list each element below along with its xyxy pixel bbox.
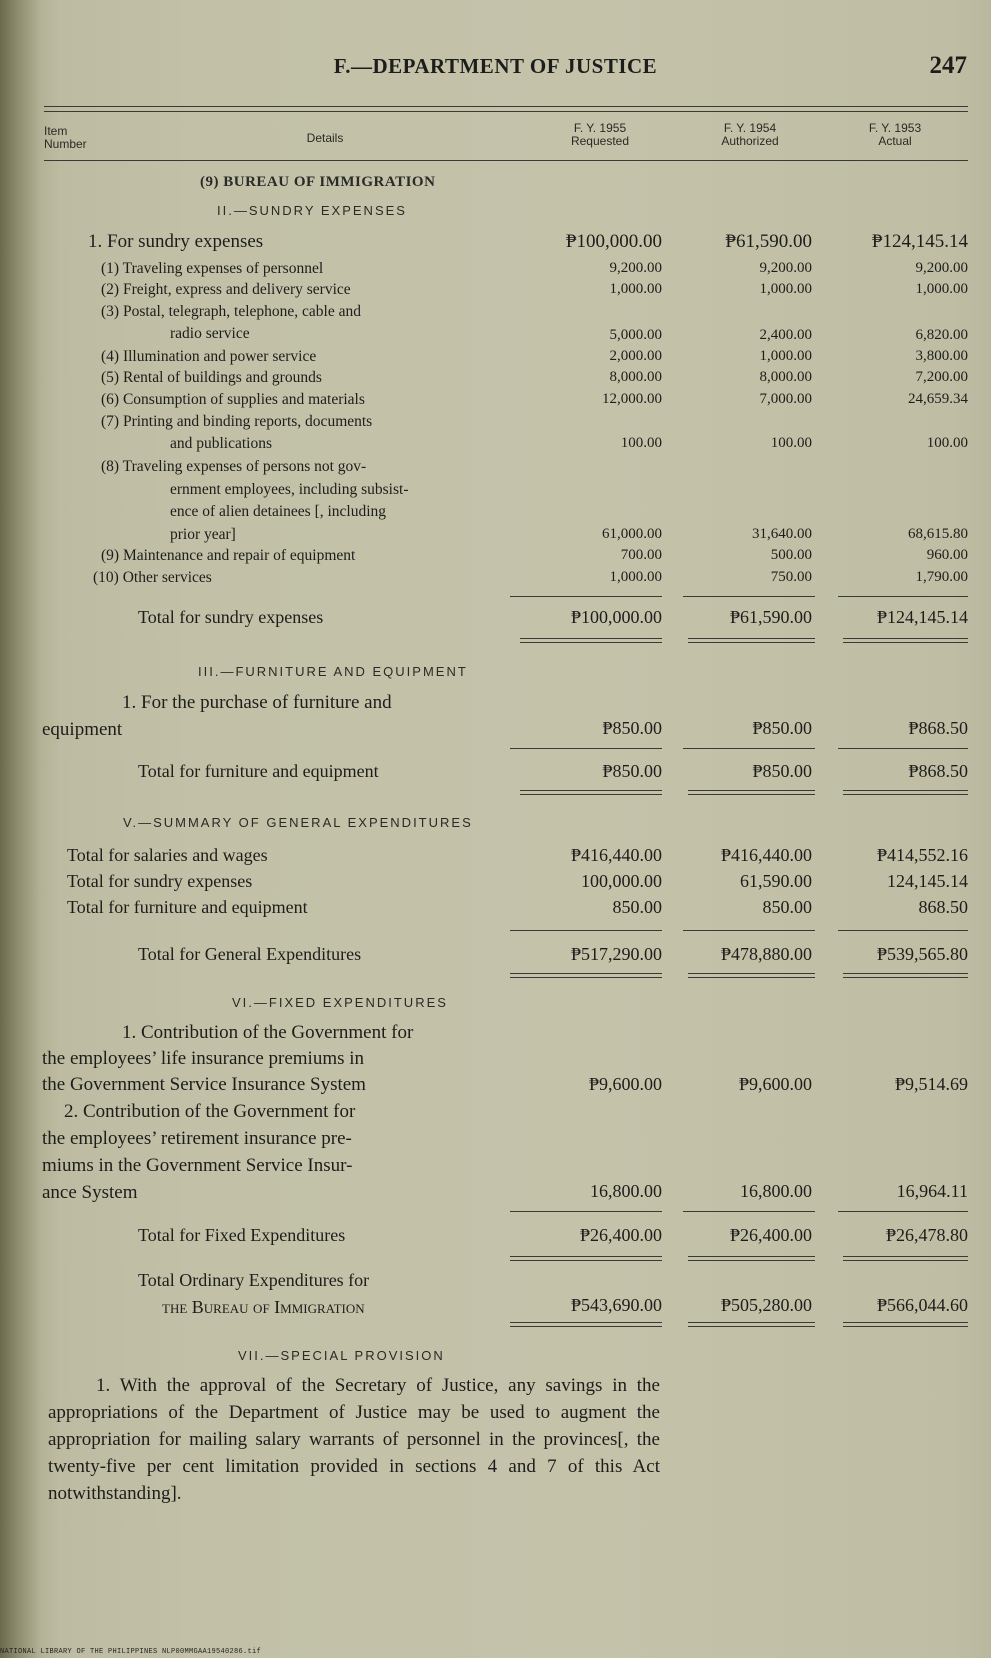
furniture-item-label-cont: equipment	[42, 719, 123, 740]
header-rule-top-2	[44, 111, 968, 112]
ordinary-total-1955: ₱543,690.00	[570, 1295, 662, 1315]
ordinary-total-1954: ₱505,280.00	[720, 1295, 812, 1315]
double-rule	[520, 638, 662, 643]
double-rule	[843, 973, 968, 978]
sundry-item-1954: 1,000.00	[759, 348, 812, 364]
fixed-item2-line: ance System	[42, 1182, 138, 1203]
double-rule	[688, 1322, 815, 1327]
sundry-item-label: (3) Postal, telegraph, telephone, cable and	[101, 303, 361, 320]
sundry-item-label: (1) Traveling expenses of personnel	[101, 260, 324, 277]
fixed-item2-line: the employees’ retirement insurance pre-	[42, 1128, 352, 1149]
col-item-number: Item Number	[44, 124, 87, 151]
rule	[510, 596, 662, 597]
fixed-item2-1953: 16,964.11	[896, 1181, 968, 1201]
sundry-item-label: (6) Consumption of supplies and materials	[101, 391, 365, 408]
double-rule	[843, 790, 968, 795]
ordinary-total-1953: ₱566,044.60	[876, 1295, 968, 1315]
furniture-item-label: 1. For the purchase of furniture and	[122, 692, 392, 713]
section-special-provision: VII.—SPECIAL PROVISION	[238, 1348, 445, 1363]
fixed-item2-line: miums in the Government Service Insur-	[42, 1155, 353, 1176]
sundry-item-1954: 9,200.00	[759, 260, 812, 276]
sundry-item-1953: 100.00	[926, 435, 968, 451]
sundry-total-label: Total for sundry expenses	[138, 607, 324, 627]
fixed-item2-1954: 16,800.00	[740, 1181, 812, 1201]
fixed-item1-line: the Government Service Insurance System	[42, 1074, 366, 1095]
sundry-item-label-cont: ence of alien detainees [, including	[170, 503, 387, 520]
double-rule	[688, 973, 815, 978]
double-rule	[843, 1256, 968, 1261]
fixed-item2-line: 2. Contribution of the Government for	[64, 1101, 356, 1122]
summary-row-1953: 124,145.14	[887, 871, 968, 891]
rule	[510, 930, 662, 931]
summary-row-label: Total for furniture and equipment	[67, 897, 308, 917]
sundry-main-1955: ₱100,000.00	[565, 231, 662, 252]
double-rule	[688, 790, 815, 795]
ordinary-total-label-cont: the Bureau of Immigration	[162, 1297, 365, 1317]
scan-footer: NATIONAL LIBRARY OF THE PHILIPPINES NLP00MMGAA19540286.tif	[0, 1648, 262, 1656]
sundry-item-1955: 12,000.00	[602, 391, 662, 407]
sundry-item-1955: 2,000.00	[609, 348, 662, 364]
fixed-total-1954: ₱26,400.00	[729, 1225, 812, 1245]
sundry-item-1954: 500.00	[770, 547, 812, 563]
sundry-item-label: (10) Other services	[93, 569, 212, 586]
sundry-item-1954: 2,400.00	[759, 327, 812, 343]
section-fixed: VI.—FIXED EXPENDITURES	[232, 995, 448, 1010]
fixed-total-label: Total for Fixed Expenditures	[138, 1225, 346, 1245]
sundry-item-label-cont: prior year]	[170, 526, 236, 543]
ordinary-total-label: Total Ordinary Expenditures for	[138, 1270, 370, 1290]
double-rule	[510, 973, 662, 978]
double-rule	[510, 1322, 662, 1327]
col-details: Details	[306, 131, 344, 145]
sundry-item-label: (5) Rental of buildings and grounds	[101, 369, 322, 386]
summary-row-1954: 850.00	[762, 897, 812, 917]
sundry-total-1954: ₱61,590.00	[729, 607, 812, 627]
double-rule	[510, 1256, 662, 1261]
sundry-item-1955: 1,000.00	[609, 569, 662, 585]
summary-row-1954: 61,590.00	[740, 871, 812, 891]
section-furniture: III.—FURNITURE AND EQUIPMENT	[198, 664, 468, 679]
summary-total-1953: ₱539,565.80	[876, 944, 968, 964]
furniture-item-1955: ₱850.00	[602, 718, 662, 738]
sundry-item-1954: 1,000.00	[759, 281, 812, 297]
sundry-item-1955: 61,000.00	[602, 526, 662, 542]
sundry-item-label: (2) Freight, express and delivery service	[101, 281, 351, 298]
sundry-item-1953: 1,000.00	[915, 281, 968, 297]
col-fy1955: F. Y. 1955 Requested	[570, 121, 630, 148]
page-title: F.—DEPARTMENT OF JUSTICE	[333, 54, 658, 78]
fixed-item2-1955: 16,800.00	[590, 1181, 662, 1201]
rule	[683, 1211, 815, 1212]
sundry-item-1953: 24,659.34	[908, 391, 968, 407]
summary-row-1953: 868.50	[918, 897, 968, 917]
summary-row-1955: 100,000.00	[581, 871, 662, 891]
summary-total-1954: ₱478,880.00	[720, 944, 812, 964]
fixed-item1-1953: ₱9,514.69	[894, 1074, 968, 1094]
sundry-item-label: (8) Traveling expenses of persons not gov-	[101, 458, 367, 475]
sundry-item-1953: 7,200.00	[915, 369, 968, 385]
sundry-item-1954: 8,000.00	[759, 369, 812, 385]
sundry-item-1954: 750.00	[770, 569, 812, 585]
summary-row-label: Total for sundry expenses	[67, 871, 253, 891]
furniture-total-1954: ₱850.00	[752, 761, 812, 781]
sundry-item-1954: 31,640.00	[752, 526, 812, 542]
sundry-item-label-cont: radio service	[170, 325, 250, 342]
sundry-item-1955: 9,200.00	[609, 260, 662, 276]
rule	[838, 748, 968, 749]
header-rule-top	[44, 106, 968, 107]
double-rule	[843, 1322, 968, 1327]
summary-row-1954: ₱416,440.00	[720, 845, 812, 865]
sundry-item-1955: 100.00	[620, 435, 662, 451]
double-rule	[520, 790, 662, 795]
rule	[838, 1211, 968, 1212]
sundry-item-1955: 700.00	[620, 547, 662, 563]
rule	[838, 596, 968, 597]
double-rule	[688, 1256, 815, 1261]
section-sundry: II.—SUNDRY EXPENSES	[217, 203, 407, 218]
fixed-item1-1954: ₱9,600.00	[738, 1074, 812, 1094]
sundry-item-1953: 6,820.00	[915, 327, 968, 343]
sundry-item-1953: 9,200.00	[915, 260, 968, 276]
col-fy1954: F. Y. 1954 Authorized	[721, 121, 779, 148]
sundry-item-label: (4) Illumination and power service	[101, 348, 317, 365]
summary-row-label: Total for salaries and wages	[67, 845, 268, 865]
fixed-total-1955: ₱26,400.00	[579, 1225, 662, 1245]
rule	[510, 748, 662, 749]
sundry-item-1953: 1,790.00	[915, 569, 968, 585]
rule	[683, 596, 815, 597]
rule	[510, 1211, 662, 1212]
summary-row-1953: ₱414,552.16	[876, 845, 968, 865]
section-summary: V.—SUMMARY OF GENERAL EXPENDITURES	[123, 815, 473, 830]
fixed-total-1953: ₱26,478.80	[885, 1225, 968, 1245]
bureau-title: (9) BUREAU OF IMMIGRATION	[200, 174, 436, 190]
special-provision-text: 1. With the approval of the Secretary of Justice, any savings in the appropriations of the Department of Justice may be used to augment the appropriation for mailing salary warrants of personnel in the provinces[, the twenty-five per cent limitation provided in sections 4 and 7 of this Act notwithstanding].	[48, 1375, 660, 1504]
furniture-total-1953: ₱868.50	[908, 761, 968, 781]
fixed-item1-1955: ₱9,600.00	[588, 1074, 662, 1094]
sundry-item-1955: 1,000.00	[609, 281, 662, 297]
sundry-item-1955: 8,000.00	[609, 369, 662, 385]
rule	[683, 930, 815, 931]
sundry-total-1955: ₱100,000.00	[570, 607, 662, 627]
sundry-item-label-cont: ernment employees, including subsist-	[170, 481, 409, 498]
sundry-main-1954: ₱61,590.00	[725, 231, 812, 252]
sundry-item-1954: 100.00	[770, 435, 812, 451]
col-fy1953: F. Y. 1953 Actual	[868, 121, 922, 148]
sundry-item-1954: 7,000.00	[759, 391, 812, 407]
sundry-item-1955: 5,000.00	[609, 327, 662, 343]
furniture-total-1955: ₱850.00	[602, 761, 662, 781]
sundry-item-label: (7) Printing and binding reports, documents	[101, 413, 373, 430]
sundry-item-1953: 68,615.80	[908, 526, 968, 542]
summary-row-1955: ₱416,440.00	[570, 845, 662, 865]
header-rule-bottom	[44, 160, 968, 161]
fixed-item1-line: the employees’ life insurance premiums in	[42, 1048, 365, 1069]
double-rule	[843, 638, 968, 643]
summary-row-1955: 850.00	[612, 897, 662, 917]
sundry-total-1953: ₱124,145.14	[876, 607, 968, 627]
furniture-item-1953: ₱868.50	[908, 718, 968, 738]
rule	[683, 748, 815, 749]
furniture-total-label: Total for furniture and equipment	[138, 761, 379, 781]
double-rule	[688, 638, 815, 643]
sundry-item-1953: 960.00	[926, 547, 968, 563]
fixed-item1-line: 1. Contribution of the Government for	[122, 1022, 414, 1043]
summary-total-label: Total for General Expenditures	[138, 944, 362, 964]
rule	[838, 930, 968, 931]
sundry-item-label-cont: and publications	[170, 435, 273, 452]
page-number: 247	[929, 52, 967, 79]
furniture-item-1954: ₱850.00	[752, 718, 812, 738]
summary-total-1955: ₱517,290.00	[570, 944, 662, 964]
sundry-item-1953: 3,800.00	[915, 348, 968, 364]
sundry-main-1953: ₱124,145.14	[871, 231, 968, 252]
sundry-main-label: 1. For sundry expenses	[88, 231, 264, 252]
sundry-item-label: (9) Maintenance and repair of equipment	[101, 547, 356, 564]
